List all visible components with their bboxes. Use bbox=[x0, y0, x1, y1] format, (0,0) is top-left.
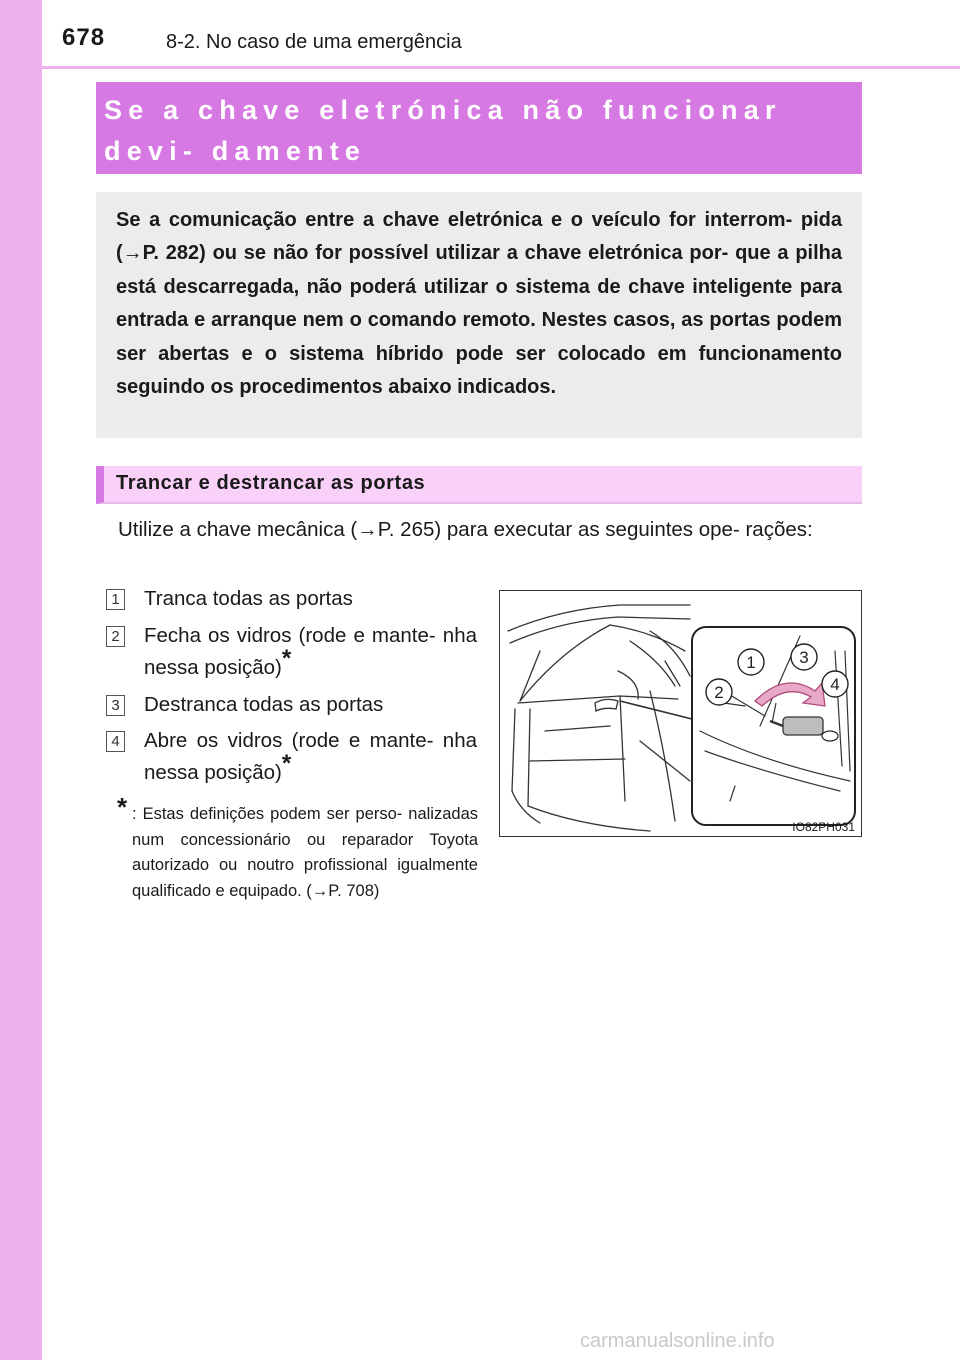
side-tab-bar bbox=[0, 0, 42, 1360]
intro-box bbox=[96, 192, 862, 438]
figure-code: IO82PH031 bbox=[792, 820, 855, 834]
intro-paragraph: Se a comunicação entre a chave eletrónica e o veículo for interrom- pida (→P. 282) ou se não for possível utilizar a chave eletrónica por- que a pilha está descarregada, não poderá utilizar o sistema de chave inteligente para entrada e arranque nem o comando remoto. Nestes casos, as portas podem ser abertas e o sistema híbrido pode ser colocado em funcionamento seguindo os procedimentos abaixo indicados. bbox=[116, 209, 842, 399]
item-number-badge: 4 bbox=[106, 731, 125, 752]
car-door-key-drawing bbox=[500, 591, 862, 837]
section-heading: Se a chave eletrónica não funcionar devi- damente bbox=[104, 95, 782, 166]
section-heading-box bbox=[96, 82, 862, 174]
list-item-text: Destranca todas as portas bbox=[144, 693, 384, 716]
footnote-star: * bbox=[117, 792, 128, 822]
callout-3: 3 bbox=[799, 648, 809, 667]
item-number-badge: 2 bbox=[106, 626, 125, 647]
list-item bbox=[144, 689, 477, 721]
callout-1: 1 bbox=[746, 653, 756, 672]
list-item bbox=[144, 725, 477, 789]
list-item-text: Fecha os vidros (rode e mante- nha nessa posição) bbox=[144, 624, 477, 679]
body-paragraph: Utilize a chave mecânica (→P. 265) para executar as seguintes ope- rações: bbox=[118, 518, 813, 541]
header-rule bbox=[42, 66, 960, 69]
subheading-box bbox=[96, 466, 862, 504]
section-title: 8-2. No caso de uma emergência bbox=[166, 31, 462, 53]
subheading: Trancar e destrancar as portas bbox=[116, 472, 426, 494]
callout-4: 4 bbox=[830, 675, 840, 694]
footnote-text: : Estas definições podem ser perso- nalizadas num concessionário ou reparador Toyota autorizado ou noutro profissional igualmente qualificado e equipado. (→P. 708) bbox=[132, 805, 478, 901]
list-item-text: Abre os vidros (rode e mante- nha nessa posição) bbox=[144, 729, 477, 784]
footnote-marker: * bbox=[281, 750, 292, 778]
item-number-badge: 1 bbox=[106, 589, 125, 610]
callout-2: 2 bbox=[714, 683, 724, 702]
footnote-marker: * bbox=[281, 645, 292, 673]
item-number-badge: 3 bbox=[106, 695, 125, 716]
page-number: 678 bbox=[62, 24, 106, 51]
list-item bbox=[144, 583, 477, 615]
list-item-text: Tranca todas as portas bbox=[144, 587, 353, 610]
list-item bbox=[144, 620, 477, 684]
key-illustration bbox=[499, 590, 862, 837]
watermark: carmanualsonline.info bbox=[580, 1330, 775, 1352]
